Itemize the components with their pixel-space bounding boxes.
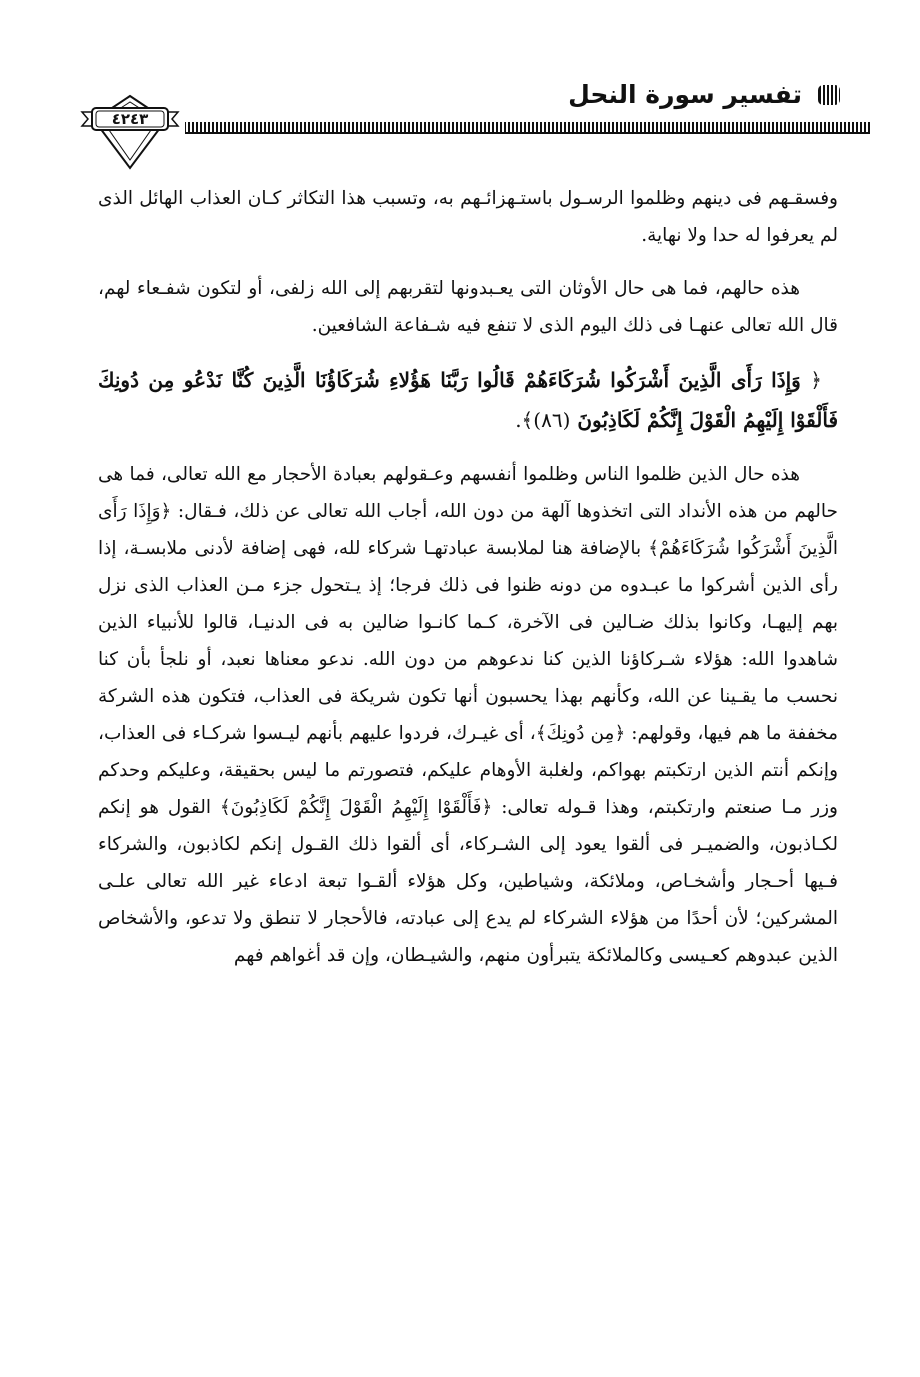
page-title: تفسير سورة النحل — [568, 80, 802, 109]
paragraph-1: وفسقـهم فى دينهم وظلموا الرسـول باستـهزائـهم به، وتسبب هذا التكاثر كـان العذاب الهائل الذى لم يعرفوا له حدا ولا نهاية. — [98, 188, 838, 246]
page-number: ٤٢٤٣ — [111, 110, 149, 128]
body-text — [98, 180, 838, 974]
page-number-badge — [80, 94, 180, 170]
page-header — [80, 60, 870, 180]
ornate-bracket-open: ﴿ — [810, 368, 822, 392]
paragraph-2: هذه حالهم، فما هى حال الأوثان التى يعـبدونها لتقربهم إلى الله زلفى، أو لتكون شفـعاء لهم، قال الله تعالى عنهـا فى ذلك اليوم الذى لا تنفع فيه شـفاعة الشافعين. — [98, 278, 838, 336]
ornate-bracket-close: ﴾. — [515, 408, 534, 432]
ornament-icon — [814, 82, 844, 108]
header-rule — [185, 122, 870, 134]
verse-number: (٨٦) — [533, 408, 571, 432]
verse-text: وَإِذَا رَأَى الَّذِينَ أَشْرَكُوا شُرَكَاءَهُمْ قَالُوا رَبَّنَا هَؤُلاءِ شُرَكَاؤُنَا الَّذِينَ كُنَّا نَدْعُو مِن دُونِكَ فَأَلْقَوْا إِلَيْهِمُ الْقَوْلَ إِنَّكُمْ لَكَاذِبُونَ — [98, 368, 838, 432]
quran-verse — [98, 360, 838, 440]
badge-frame-icon — [80, 94, 180, 170]
paragraph-3: هذه حال الذين ظلموا الناس وظلموا أنفسهم وعـقولهم بعبادة الأحجار مع الله تعالى، فما هى حالهم من هذه الأنداد التى اتخذوها آلهة من دون الله، أجاب الله تعالى عن ذلك، فـقال: ﴿وَإِذَا رَأَى الَّذِينَ أَشْرَكُوا شُرَكَاءَهُمْ﴾ بالإضافة هنا لملابسة عبادتهـا شركاء لله، فهى إضافة لأدنى ملابسـة، إذا رأى الذين أشركوا ما عبـدوه من دونه ظنوا فى ذلك فرجا؛ إذ يـتحول جزء مـن العذاب الذى نزل بهم إليهـا، وكانوا بذلك ضـالين فى الآخرة، كـما كانـوا ضالين به فى الدنيـا، قالوا للأنبياء الذين شاهدوا الله: هؤلاء شـركاؤنا الذين كنا ندعوهم من دون الله. ندعو معناها نعبد، أو نلجأ بأن كنا نحسب ما يقـينا عن الله، وكأنهم بهذا يحسبون أنها تكون شريكة فى العذاب، فتكون هذه الشركة مخففة ما هم فيها، وقولهم: ﴿مِن دُونِكَ﴾، أى غيـرك، فردوا عليهم بأنهم ليـسوا شركـاء فى العذاب، وإنكم أنتم الذين ارتكبتم بهواكم، ولغلبة الأوهام عليكم، فتصورتم ما ليس بحقيقة، وعليكم وحدكم وزر مـا صنعتم وارتكبتم، وهذا قـوله تعالى: ﴿فَأَلْقَوْا إِلَيْهِمُ الْقَوْلَ إِنَّكُمْ لَكَاذِبُونَ﴾ القول هو إنكم لكـاذبون، والضميـر فى ألقوا يعود إلى الشـركاء، أى ألقوا ذلك القـول إنكم لكاذبون، والشركاء فـيها أحـجار وأشخـاص، وملائكة، وشياطين، وكل هؤلاء ألقـوا تبعة ادعاء غير الله تعالى علـى المشركين؛ لأن أحدًا من هؤلاء الشركاء لم يدع إلى عبادته، فالأحجار لا تنطق ولا تدعو، والأشخاص الذين عبدوهم كعـيسى وكالملائكة يتبرأون منهم، والشيـطان، وإن قد أغواهم فهم — [98, 464, 838, 966]
